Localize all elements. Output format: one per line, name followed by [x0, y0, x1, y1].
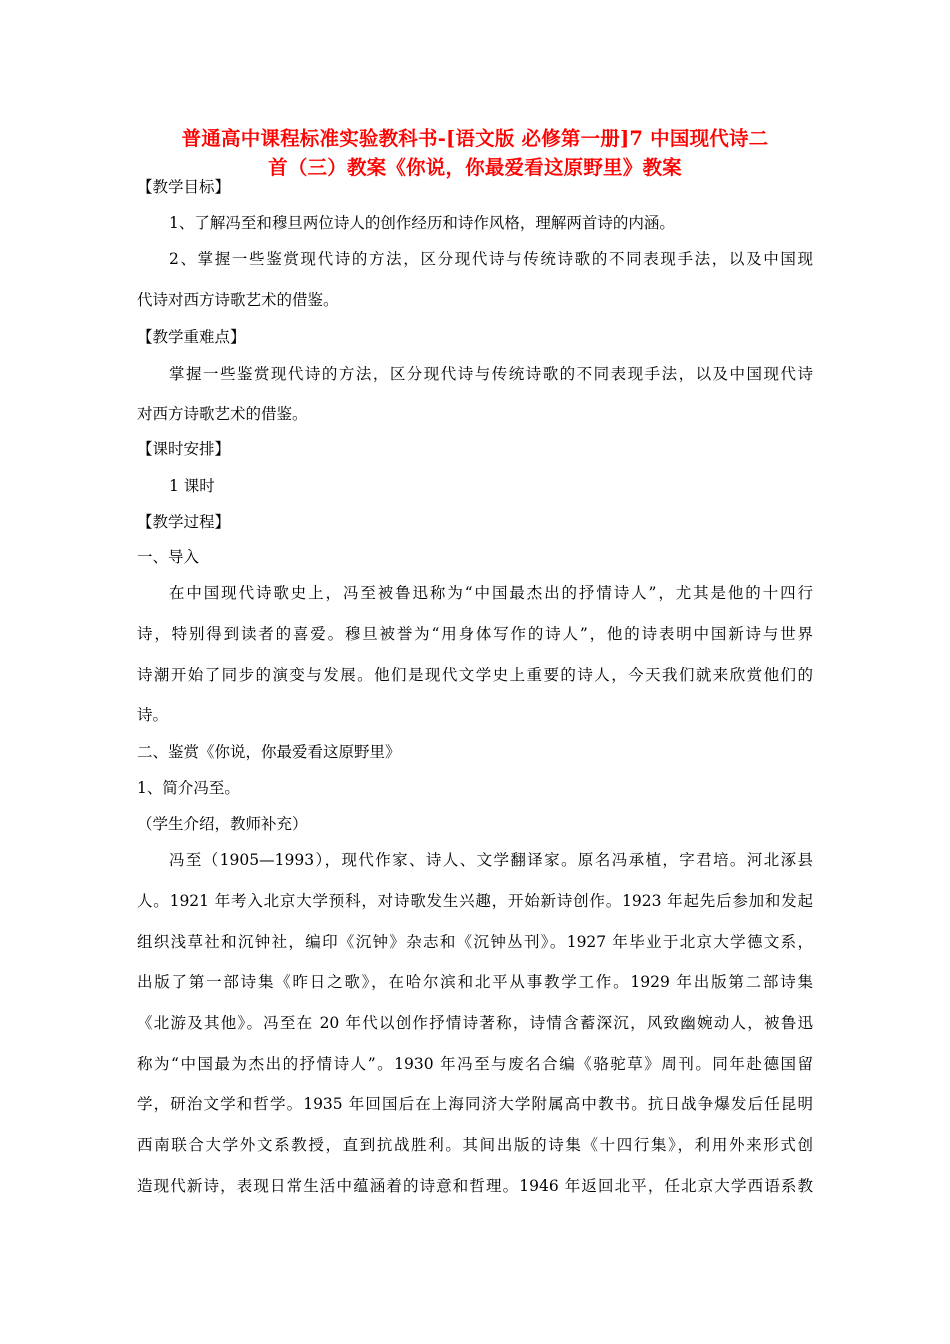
- bio-line-6: 称为“中国最为杰出的抒情诗人”。1930 年冯至与废名合编《骆驼草》周刊。同年赴德国留: [137, 1055, 813, 1073]
- bio-line-4: 出版了第一部诗集《昨日之歌》，在哈尔滨和北平从事教学工作。1929 年出版第二部诗集: [137, 973, 813, 991]
- goal-2-line-1: 2、掌握一些鉴赏现代诗的方法，区分现代诗与传统诗歌的不同表现手法，以及中国现: [169, 250, 813, 268]
- intro-line-2: 诗，特别得到读者的喜爱。穆旦被誉为“用身体写作的诗人”，他的诗表明中国新诗与世界: [137, 625, 813, 643]
- process-heading: 【教学过程】: [137, 513, 231, 531]
- schedule-value: 1 课时: [169, 477, 215, 495]
- bio-line-5: 《北游及其他》。冯至在 20 年代以创作抒情诗著称，诗情含蓄深沉，风致幽婉动人，被鲁迅: [137, 1014, 813, 1032]
- bio-heading: 1、简介冯至。: [137, 779, 240, 797]
- key-points-heading: 【教学重难点】: [137, 328, 246, 346]
- key-points-line-1: 掌握一些鉴赏现代诗的方法，区分现代诗与传统诗歌的不同表现手法，以及中国现代诗: [169, 365, 813, 383]
- bio-note: （学生介绍，教师补充）: [137, 815, 308, 833]
- title-line-1: 普通高中课程标准实验教科书-[语文版 必修第一册]7 中国现代诗二: [181, 127, 769, 150]
- bio-line-3: 组织浅草社和沉钟社，编印《沉钟》杂志和《沉钟丛刊》。1927 年毕业于北京大学德文系，: [137, 933, 813, 951]
- intro-line-4: 诗。: [137, 706, 169, 724]
- goal-2-line-2: 代诗对西方诗歌艺术的借鉴。: [137, 291, 339, 309]
- bio-line-2: 人。1921 年考入北京大学预科，对诗歌发生兴趣，开始新诗创作。1923 年起先后参加和发起: [137, 892, 813, 910]
- bio-line-8: 西南联合大学外文系教授，直到抗战胜利。其间出版的诗集《十四行集》，利用外来形式创: [137, 1136, 813, 1154]
- schedule-heading: 【课时安排】: [137, 440, 231, 458]
- goals-heading: 【教学目标】: [137, 178, 231, 196]
- intro-line-1: 在中国现代诗歌史上，冯至被鲁迅称为“中国最杰出的抒情诗人”，尤其是他的十四行: [169, 584, 813, 602]
- intro-heading: 一、导入: [137, 548, 200, 566]
- bio-line-7: 学，研治文学和哲学。1935 年回国后在上海同济大学附属高中教书。抗日战争爆发后任昆明: [137, 1095, 813, 1113]
- appreciation-heading: 二、鉴赏《你说，你最爱看这原野里》: [137, 743, 401, 761]
- goal-1: 1、了解冯至和穆旦两位诗人的创作经历和诗作风格，理解两首诗的内涵。: [169, 214, 675, 232]
- intro-line-3: 诗潮开始了同步的演变与发展。他们是现代文学史上重要的诗人，今天我们就来欣赏他们的: [137, 666, 813, 684]
- key-points-line-2: 对西方诗歌艺术的借鉴。: [137, 405, 308, 423]
- bio-line-9: 造现代新诗，表现日常生活中蕴涵着的诗意和哲理。1946 年返回北平，任北京大学西语系教: [137, 1177, 813, 1195]
- title-line-2: 首（三）教案《你说，你最爱看这原野里》教案: [268, 156, 682, 179]
- bio-line-1: 冯至（1905—1993），现代作家、诗人、文学翻译家。原名冯承植，字君培。河北涿县: [169, 851, 813, 869]
- document-title: [134, 124, 816, 182]
